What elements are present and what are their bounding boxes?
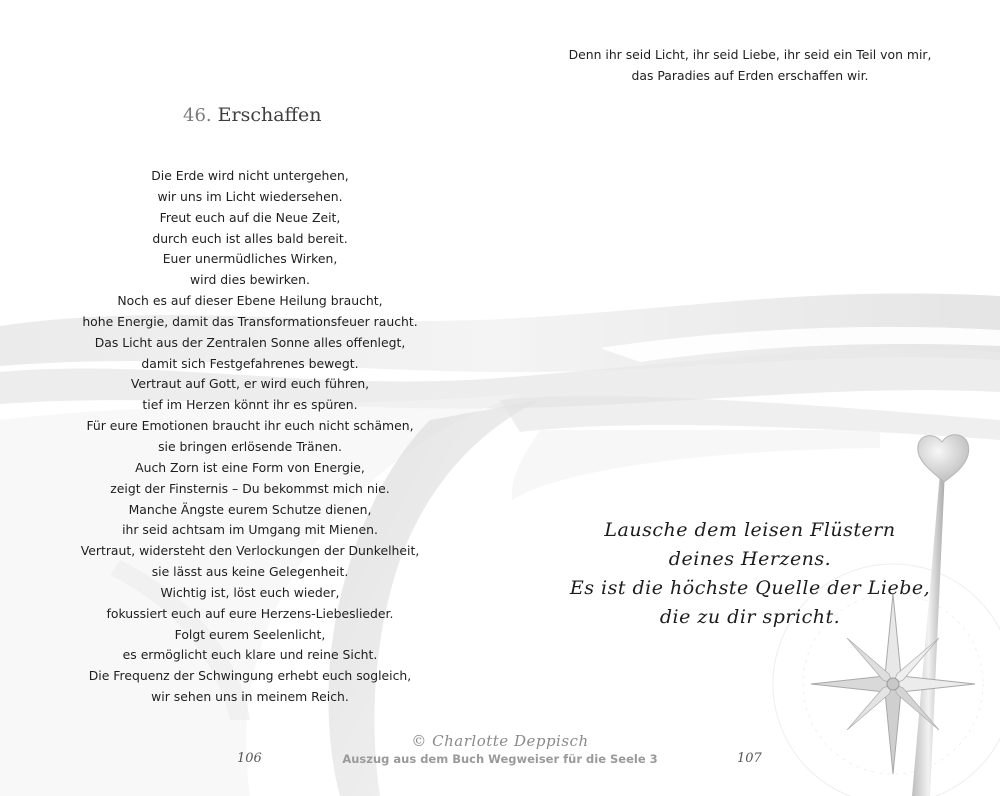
poem-line: Folgt eurem Seelenlicht,: [174, 626, 326, 642]
quote-line: die zu dir spricht.: [659, 606, 841, 628]
poem-line: Euer unermüdliches Wirken,: [162, 251, 338, 267]
poem-line: Vertraut, widersteht den Verlockungen der Dunkelheit,: [80, 543, 420, 559]
page-number-right: 107: [737, 751, 762, 766]
poem-line: es ermöglicht euch klare und reine Sicht.: [122, 647, 378, 663]
poem-line: Manche Ängste eurem Schutze dienen,: [128, 501, 372, 517]
handwritten-quote: [555, 516, 945, 632]
poem-line: ihr seid achtsam im Umgang mit Mienen.: [122, 522, 378, 538]
poem-line: Wichtig ist, löst euch wieder,: [160, 584, 340, 600]
poem-line: hohe Energie, damit das Transformationsfeuer raucht.: [82, 313, 418, 329]
chapter-heading: [183, 104, 322, 126]
quote-line: Lausche dem leisen Flüstern: [604, 519, 896, 541]
poem-line: Noch es auf dieser Ebene Heilung braucht,: [117, 293, 383, 309]
poem-line: damit sich Festgefahrenes bewegt.: [141, 355, 359, 371]
poem-continuation: [550, 44, 950, 86]
poem-line: Das Licht aus der Zentralen Sonne alles offenlegt,: [94, 334, 406, 350]
poem-line: das Paradies auf Erden erschaffen wir.: [631, 68, 869, 83]
poem-line: wird dies bewirken.: [190, 272, 310, 288]
poem-line: fokussiert euch auf eure Herzens-Liebeslieder.: [106, 605, 394, 621]
poem-line: Die Erde wird nicht untergehen,: [151, 168, 349, 183]
poem-line: zeigt der Finsternis – Du bekommst mich nie.: [110, 480, 390, 496]
poem-line: Die Frequenz der Schwingung erhebt euch sogleich,: [88, 668, 412, 684]
poem-line: wir sehen uns in meinem Reich.: [151, 689, 349, 705]
poem-line: Denn ihr seid Licht, ihr seid Liebe, ihr seid ein Teil von mir,: [568, 47, 932, 62]
poem: [40, 166, 460, 708]
copyright-notice: © Charlotte Deppisch: [411, 732, 589, 750]
poem-line: Vertraut auf Gott, er wird euch führen,: [130, 376, 370, 392]
page-number-left: 106: [237, 751, 262, 766]
poem-line: wir uns im Licht wiedersehen.: [157, 188, 343, 204]
chapter-number: 46.: [183, 105, 212, 126]
poem-line: Für eure Emotionen braucht ihr euch nicht schämen,: [86, 418, 414, 434]
quote-line: deines Herzens.: [668, 548, 832, 570]
poem-line: durch euch ist alles bald bereit.: [152, 230, 348, 246]
poem-line: sie lässt aus keine Gelegenheit.: [151, 564, 349, 580]
poem-line: tief im Herzen könnt ihr es spüren.: [142, 397, 358, 413]
chapter-title: Erschaffen: [217, 104, 322, 126]
poem-line: Freut euch auf die Neue Zeit,: [159, 209, 341, 225]
poem-line: sie bringen erlösende Tränen.: [158, 438, 342, 454]
book-excerpt-note: Auszug aus dem Buch Wegweiser für die Seele 3: [342, 752, 658, 766]
quote-line: Es ist die höchste Quelle der Liebe,: [569, 577, 931, 599]
poem-line: Auch Zorn ist eine Form von Energie,: [135, 459, 365, 475]
